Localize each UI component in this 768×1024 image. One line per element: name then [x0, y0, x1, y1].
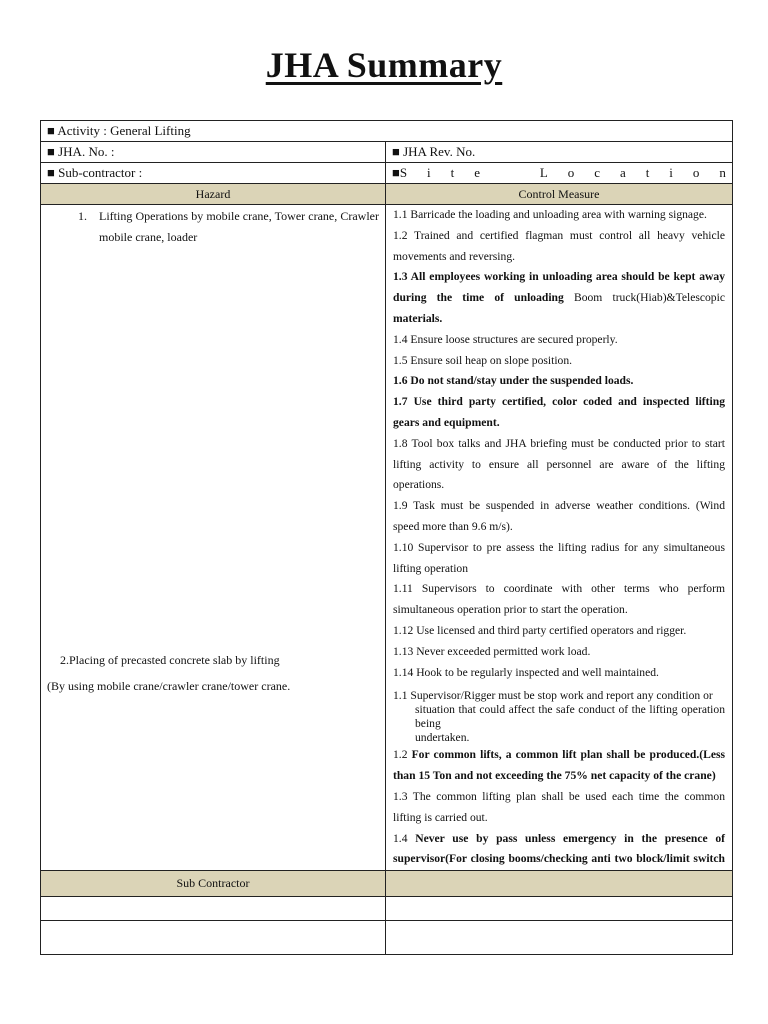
control-item: 1.11 Supervisors to coordinate with other terms who perform simultaneous operation prior to start the operation. — [393, 582, 725, 617]
control-bold-text: Never use by pass unless emergency in the presence of supervisor(For closing booms/checking anti two block/limit switch — [393, 831, 725, 866]
site-location-char: t — [645, 165, 650, 180]
control-item: 1.9 Task must be suspended in adverse weather conditions. (Wind speed more than 9.6 m/s). — [393, 499, 725, 533]
control-item: 1.7 Use third party certified, color coded and inspected lifting gears and equipment. — [393, 395, 725, 429]
site-location-char: L — [539, 165, 548, 180]
control-item — [393, 745, 725, 787]
subcontractor-field: ■ Sub-contractor : — [41, 163, 386, 183]
hazard-item-2-detail: (By using mobile crane/crawler crane/tower crane. — [47, 679, 291, 693]
activity-row — [41, 121, 732, 142]
control-bold-text: materials. — [393, 311, 443, 325]
control-item — [393, 267, 725, 329]
site-location-char: a — [619, 165, 626, 180]
control-item: 1.14 Hook to be regularly inspected and well maintained. — [393, 665, 659, 679]
hazard-header: Hazard — [41, 184, 386, 204]
control-item: 1.12 Use licensed and third party certified operators and rigger. — [393, 623, 687, 637]
control-item: 1.2 Trained and certified flagman must control all heavy vehicle movements and reversing. — [393, 228, 725, 263]
activity-field: ■ Activity : General Lifting — [47, 123, 191, 138]
site-location-field — [386, 163, 732, 183]
control-item: 1.6 Do not stand/stay under the suspended loads. — [393, 374, 634, 388]
hazard-item-2: 2.Placing of precasted concrete slab by lifting — [60, 653, 280, 667]
sub-contractor-table — [40, 870, 733, 955]
hazard-item-text: Lifting Operations by mobile crane, Tower crane, Crawler mobile crane, loader — [99, 209, 379, 244]
control-item: 1.8 Tool box talks and JHA briefing must be conducted prior to start lifting activity to ensure all personnel are aware of the lifting operations. — [393, 436, 725, 492]
control-item-continued: situation that could affect the safe conduct of the lifting operation being — [415, 703, 725, 731]
table-header-row — [41, 184, 732, 205]
control-item: 1.1 Supervisor/Rigger must be stop work and report any condition or — [393, 689, 713, 703]
jha-number-row — [41, 142, 732, 163]
site-location-char: ■S — [392, 165, 408, 180]
control-item-continued: undertaken. — [415, 731, 470, 745]
control-text: 1.2 — [393, 748, 412, 762]
jha-rev-field: ■ JHA Rev. No. — [392, 144, 476, 159]
document-title: JHA Summary — [265, 45, 503, 85]
control-item: 1.3 The common lifting plan shall be used each time the common lifting is carried out. — [393, 789, 725, 824]
site-location-char: e — [474, 165, 480, 180]
sub-contractor-body-row — [41, 897, 732, 954]
site-location-char: n — [719, 165, 726, 180]
hazard-item-1 — [47, 206, 379, 247]
site-location-char: o — [692, 165, 700, 180]
document-title-wrap — [0, 44, 768, 86]
site-location-char: c — [594, 165, 601, 180]
site-location-char: t — [450, 165, 455, 180]
jha-no-field: ■ JHA. No. : — [41, 142, 386, 162]
site-location-char: i — [669, 165, 673, 180]
hazard-column — [41, 205, 386, 920]
subcontractor-row — [41, 163, 732, 184]
control-bold-text: 1.3 All employees working in unloading area should be kept away during the time of unloading — [393, 270, 725, 305]
control-item: 1.5 Ensure soil heap on slope position. — [393, 353, 573, 367]
jha-table — [40, 120, 733, 921]
site-location-char: i — [427, 165, 431, 180]
sub-contractor-cell-right — [386, 897, 732, 954]
hazard-item-number: 1. — [78, 209, 87, 223]
control-item: 1.4 Ensure loose structures are secured properly. — [393, 332, 618, 346]
control-item: 1.1 Barricade the loading and unloading area with warning signage. — [393, 208, 707, 221]
hazard-body-row — [41, 205, 732, 920]
control-item: 1.10 Supervisor to pre assess the lifting radius for any simultaneous lifting operation — [393, 540, 725, 575]
site-location-char: o — [567, 165, 575, 180]
sub-contractor-header-row — [41, 871, 732, 897]
control-measure-header: Control Measure — [386, 184, 732, 204]
control-bold-text: For common lifts, a common lift plan shall be produced.(Less than 15 Ton and not exceeding the 75% net capacity of the crane) — [393, 748, 725, 783]
control-text: 1.4 — [393, 831, 416, 845]
control-measure-column — [386, 205, 732, 920]
sub-contractor-header: Sub Contractor — [41, 871, 386, 896]
sub-contractor-cell-left — [41, 897, 386, 954]
sub-contractor-header-blank — [386, 871, 732, 896]
control-item: 1.13 Never exceeded permitted work load. — [393, 644, 591, 658]
control-text: Boom truck(Hiab)&Telescopic — [563, 291, 725, 305]
